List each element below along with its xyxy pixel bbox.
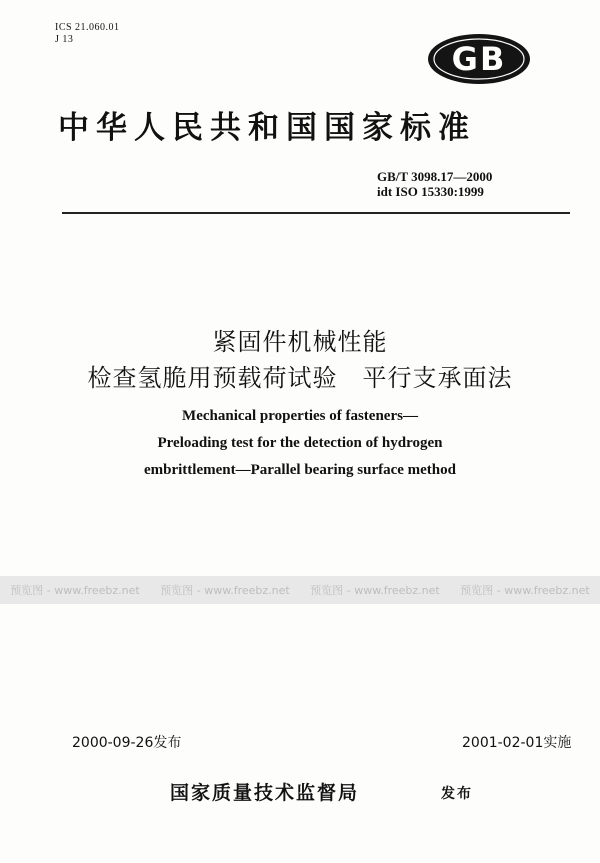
standard-number-block	[377, 169, 492, 199]
chinese-title-line-2: 检查氢脆用预载荷试验 平行支承面法	[87, 364, 513, 392]
english-title-line-3: embrittlement—Parallel bearing surface method	[143, 462, 456, 478]
chinese-title-line-1: 紧固件机械性能	[212, 328, 388, 356]
country-standard-title: 中华人民共和国国家标准	[58, 110, 476, 146]
issuing-authority: 国家质量技术监督局	[170, 782, 360, 804]
standard-number: GB/T 3098.17—2000	[377, 169, 493, 184]
watermark-text: 预览图 - www.freebz.net	[460, 584, 590, 597]
ics-code: ICS 21.060.01	[55, 22, 120, 33]
classification-codes	[55, 22, 120, 46]
header-divider	[62, 212, 570, 214]
watermark-text: 预览图 - www.freebz.net	[310, 584, 440, 597]
english-title-line-2: Preloading test for the detection of hydrogen	[157, 435, 443, 451]
preview-watermark-band	[0, 576, 600, 604]
english-title-line-1: Mechanical properties of fasteners—	[182, 408, 418, 424]
issuing-action: 发布	[441, 786, 473, 802]
issue-date: 2000-09-26发布	[72, 735, 182, 751]
watermark-text: 预览图 - www.freebz.net	[160, 584, 290, 597]
iso-equivalent: idt ISO 15330:1999	[377, 184, 484, 199]
gb-logo-text: GB	[451, 40, 507, 78]
implementation-date: 2001-02-01实施	[462, 735, 572, 751]
watermark-text: 预览图 - www.freebz.net	[10, 584, 140, 597]
gb-logo	[427, 33, 531, 85]
ccs-code: J 13	[55, 34, 74, 45]
